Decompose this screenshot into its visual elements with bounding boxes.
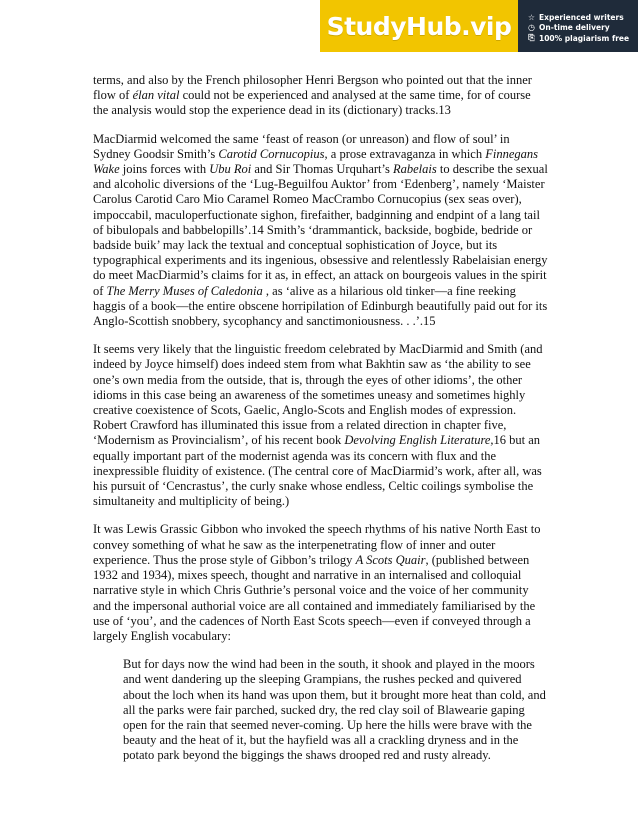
text-run: to describe the sexual and alcoholic diversions of the ‘Lug-Beguilfou Auktor’ from ‘Edenberg’, namely ‘Maister Carolus Carotid Caro Mio Caramel Romeo MacCrambo Cornucopius (sex seas over), impoccabil, maculoperfuctionate sighon, firefaither, badginning and endpint of a lang tail of bibulopals and babbelopills’.14 Smith’s ‘drammantick, backside, bogbide, bedride or badside buik’ may lack the textual and conceptual sophistication of Joyce, but its typographical experiments and its ingenious, obsessive and relentlessly Rabelaisian energy do meet MacDiarmid’s claims for it as, in effect, an attack on bourgeois values in the spirit of	[93, 162, 548, 298]
italic-title: A Scots Quair	[355, 552, 426, 567]
text-run: 16 but an equally important part of the modernist agenda was its concern with flux and the inexpressible fluidity of existence. (The central core of MacDiarmid’s work, after all, was his pursuit of ‘Cencrastus’, the curly snake whose endless, Celtic coilings symbolise the simultaneity and multiplicity of being.)	[93, 433, 542, 509]
document-icon: ⎘	[528, 33, 535, 42]
feature-item	[527, 23, 638, 32]
block-quote: But for days now the wind had been in the south, it shook and played in the moors and went dandering up the sleeping Grampians, the rushes pecked and quivered about the loch when its hand was upon them, but it brought more heat than cold, and all the parks were fair parched, sucked dry, the red clay soil of Blawearie gaping open for the rain that seemed never-coming. Up here the hills were brave with the beauty and the heat of it, but the hayfield was all a crackling dryness and in the potato park beyond the biggings the shaws drooped red and rusty already.	[123, 657, 546, 763]
text-run: terms, and also by the French philosopher Henri Bergson who pointed out that the inner flow of	[93, 73, 532, 103]
body-paragraph	[93, 522, 549, 644]
text-run: MacDiarmid welcomed the same ‘feast of reason (or unreason) and flow of soul’ in Sydney Goodsir Smith’s	[93, 131, 510, 161]
text-run: , as ‘alive as a hilarious old tinker—a fine reeking haggis of a book—the entire obscene horripilation of Edinburgh beautifully paid out for its Anglo-Scottish snobbery, sycophancy and sanctimoniousness. . .’.15	[93, 283, 548, 329]
body-paragraph	[93, 73, 549, 119]
star-icon: ☆	[527, 13, 536, 22]
italic-title: Finnegans Wake	[93, 146, 539, 177]
text-run: and Sir Thomas Urquhart’s	[251, 162, 393, 177]
text-run: It seems very likely that the linguistic freedom celebrated by MacDiarmid and Smith (and indeed by Joyce himself) does indeed stem from what Bakhtin saw as ‘the ability to see one’s own media from the outside, that is, through the eyes of other idioms’, the other idioms in this case being an awareness of the sometimes uneasy and sometimes highly creative coexistence of Scots, Gaelic, Anglo-Scots and English modes of expression. Robert Crawford has illuminated this issue from a related direction in chapter five, ‘Modernism as Provincialism’, of his recent book	[93, 342, 543, 448]
italic-title: The Merry Muses of Caledonia	[106, 283, 263, 298]
text-run: It was Lewis Grassic Gibbon who invoked the speech rhythms of his native North East to convey something of what he saw as the interpenetrating flow of inner and outer experience. Thus the prose style of Gibbon’s trilogy	[93, 522, 541, 567]
text-run: joins forces with	[119, 162, 210, 177]
feature-label: On-time delivery	[539, 23, 610, 32]
italic-title: Ubu Roi	[209, 162, 252, 177]
feature-item	[527, 33, 638, 43]
feature-label: Experienced writers	[539, 13, 624, 22]
body-paragraph	[93, 342, 549, 509]
clock-icon: ◷	[528, 23, 535, 32]
text-run: , (published between 1932 and 1934), mixes speech, thought and narrative in an internalised and colloquial narrative style in which Chris Guthrie’s personal voice and the voice of her community and the impersonal authorial voice are all contained and immediately familiarised by the use of ‘you’, and the cadences of North East Scots speech—even if conveyed through a largely English vocabulary:	[93, 552, 536, 643]
text-run: could not be experienced and analysed at the same time, for of course the analysis would stop the experience dead in its (dictionary) tracks.13	[93, 88, 531, 118]
studyhub-logo[interactable]: StudyHub.vip	[320, 0, 518, 52]
feature-item	[527, 13, 638, 22]
italic-title: Carotid Cornucopius	[218, 146, 325, 161]
text-run: , a prose extravaganza in which	[324, 146, 486, 161]
feature-label: 100% plagiarism free	[539, 33, 630, 43]
body-paragraph	[93, 132, 549, 330]
italic-title: élan vital	[132, 88, 180, 103]
feature-list	[518, 0, 638, 52]
document-body	[93, 73, 549, 764]
italic-title: Rabelais	[393, 162, 437, 177]
italic-title: Devolving English Literature,	[344, 433, 494, 448]
ad-banner[interactable]	[320, 0, 638, 52]
